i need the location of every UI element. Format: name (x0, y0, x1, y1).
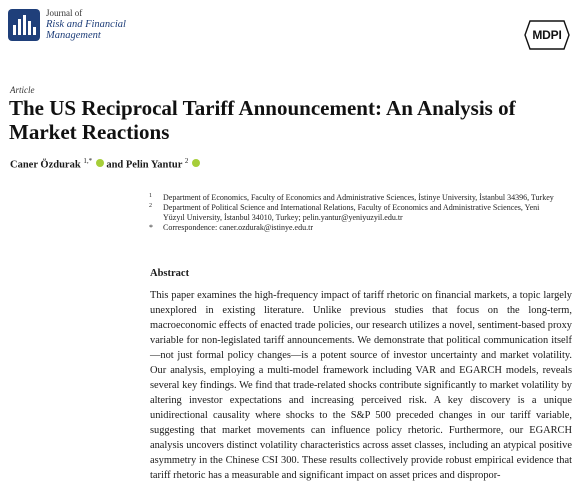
abstract-heading: Abstract (150, 268, 190, 279)
author-name[interactable]: Pelin Yantur (125, 159, 183, 171)
correspondence-text[interactable]: Correspondence: caner.ozdurak@istinye.edu.tr (163, 223, 313, 232)
author-list (10, 157, 200, 171)
abstract-text: This paper examines the high-frequency impact of tariff rhetoric on financial markets, a topic largely unexplored in existing literature. Unlike previous studies that focus on the long-term, macroeconomic effects of enacted trade policies, our research utilizes a novel, sentiment-based proxy variable for non-legislated tariff announcements. We demonstrate that political communication itself—not just formal policy changes—is a potent source of investor uncertainty and market volatility. Our analysis, employing a multi-model framework including VAR and EGARCH models, reveals several key findings. We find that trade-related shocks contribute significantly to market volatility by altering investor expectations and increasing perceived risk. A key discovery is a unique unidirectional causality where shocks to the S&P 500 preceded changes in our tariff variable, suggesting that market movements can influence policy rhetoric. Furthermore, our EGARCH analysis uncovers distinct volatility characteristics across asset classes, including an atypical positive asymmetry in the Chinese CSI 300. These results collectively provide robust empirical evidence that tariff rhetoric has a measurable and significant impact on asset prices and dispropor- (150, 290, 572, 481)
author-affiliation-ref: 2 (184, 157, 189, 165)
affiliation-item (149, 203, 559, 223)
mdpi-logo (524, 20, 570, 50)
orcid-icon[interactable] (192, 159, 200, 167)
author-joiner: and (106, 159, 124, 171)
affiliation-text: Department of Economics, Faculty of Economics and Administrative Sciences, İstinye University, İstanbul 34396, Turkey (163, 193, 554, 202)
article-title: The US Reciprocal Tariff Announcement: An Analysis of Market Reactions (9, 96, 516, 144)
journal-name-line1: Risk and Financial (46, 19, 126, 30)
orcid-icon[interactable] (96, 159, 104, 167)
journal-name (46, 8, 126, 41)
affiliation-number: 2 (149, 203, 152, 209)
author-name[interactable]: Caner Özdurak (10, 159, 81, 171)
article-type: Article (10, 85, 35, 95)
author-affiliation-ref: 1,* (83, 157, 93, 165)
journal-header (8, 8, 126, 41)
journal-logo-icon (8, 9, 40, 41)
mdpi-logo-text: MDPI (532, 28, 562, 42)
affiliation-item (149, 193, 559, 203)
affiliations (149, 193, 559, 233)
correspondence-marker: * (149, 223, 153, 232)
affiliation-number: 1 (149, 193, 152, 199)
journal-name-prefix: Journal of (46, 8, 83, 18)
affiliation-text[interactable]: Department of Political Science and International Relations, Faculty of Economics and Administrative Sciences, Yeni Yüzyıl University, İstanbul 34010, Turkey; pelin.yantur@yeniyuzyil.edu.tr (163, 203, 540, 222)
journal-name-line2: Management (46, 30, 101, 41)
correspondence-item (149, 223, 559, 233)
